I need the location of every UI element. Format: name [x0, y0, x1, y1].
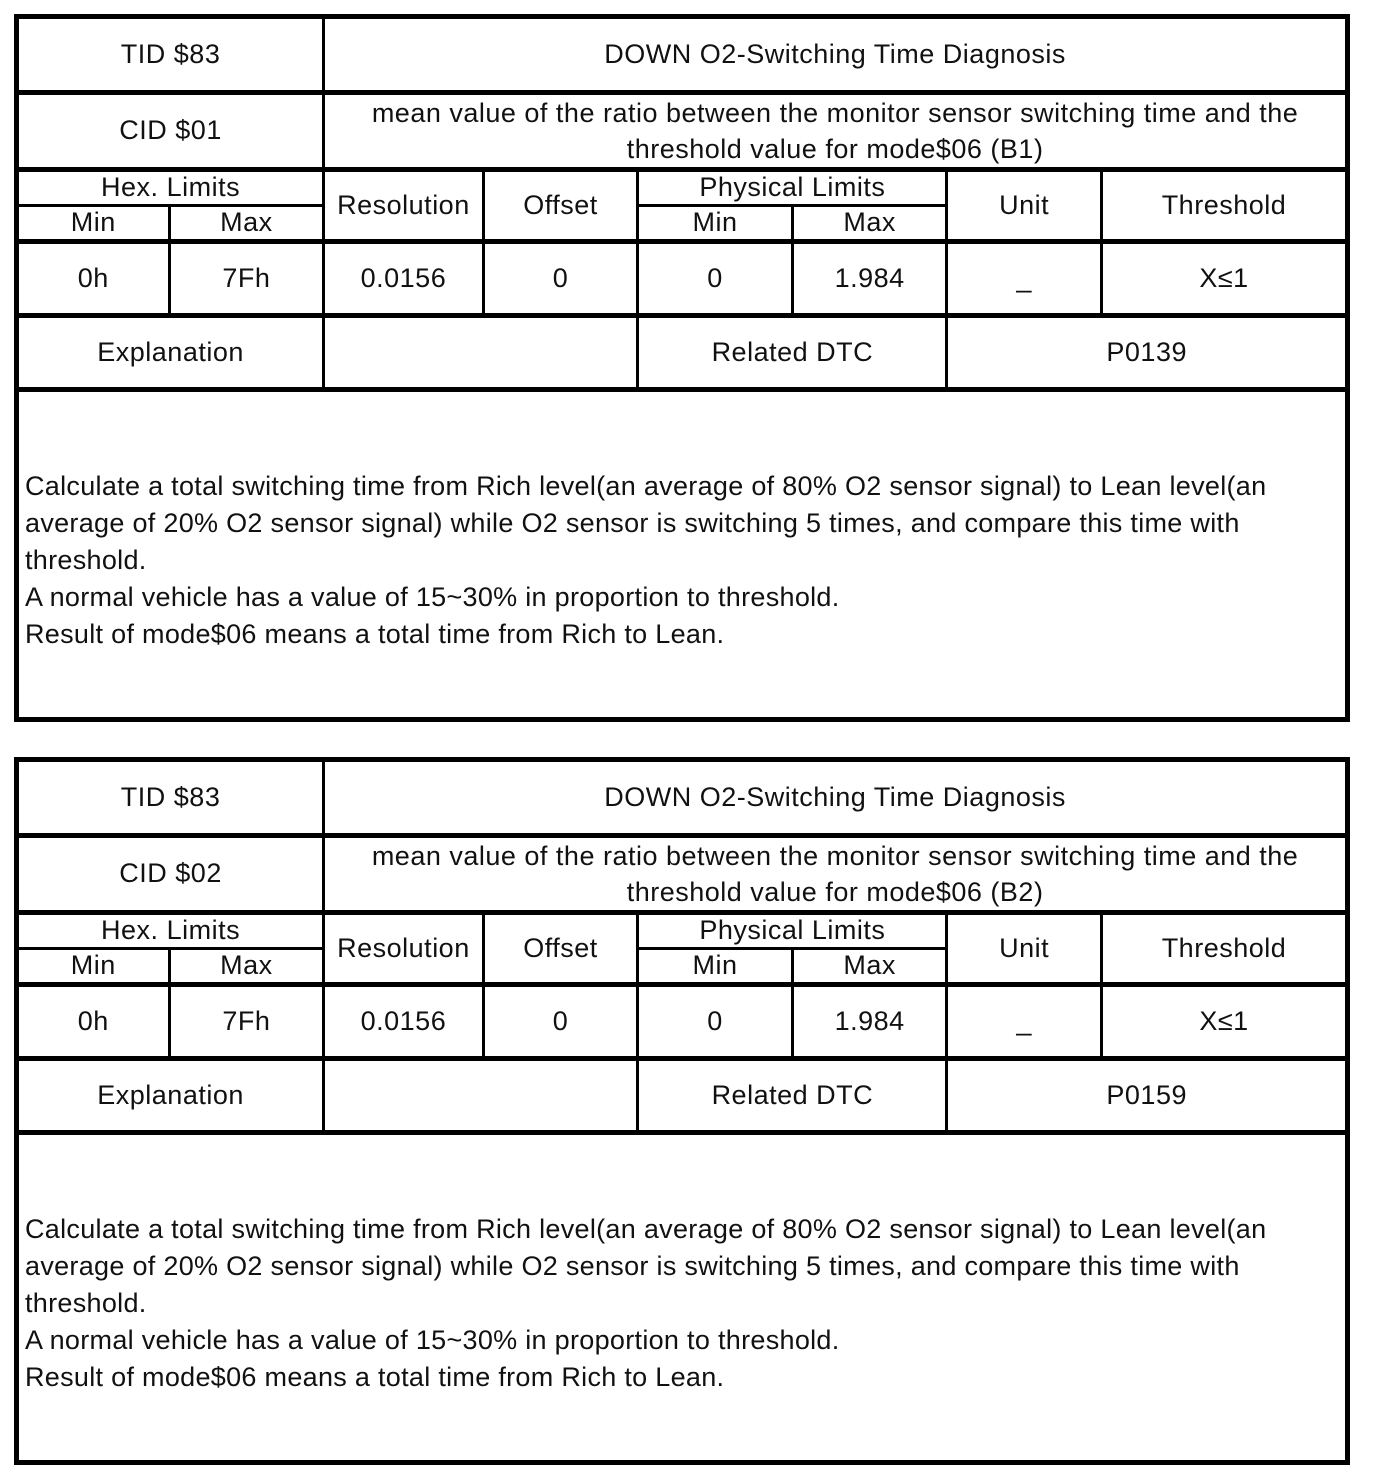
cid-label: CID $02 [17, 836, 324, 913]
phys-max-value: 1.984 [792, 985, 947, 1059]
explanation-line: A normal vehicle has a value of 15~30% in proportion to threshold. [25, 582, 840, 612]
explanation-line: Result of mode$06 means a total time from Rich to Lean. [25, 619, 725, 649]
hex-limits-header: Hex. Limits [17, 913, 324, 949]
hex-min-value: 0h [17, 242, 170, 316]
explanation-line: A normal vehicle has a value of 15~30% in proportion to threshold. [25, 1325, 840, 1355]
diagnosis-table [14, 757, 1350, 1465]
related-dtc-code: P0159 [947, 1059, 1348, 1133]
resolution-header: Resolution [324, 913, 484, 985]
phys-min-header: Min [638, 949, 793, 985]
tid-label: TID $83 [17, 760, 324, 836]
hex-max-header: Max [169, 949, 324, 985]
physical-limits-header: Physical Limits [638, 913, 947, 949]
unit-value: _ [947, 985, 1102, 1059]
explanation-text [17, 1133, 1348, 1463]
hex-min-header: Min [17, 206, 170, 242]
offset-header: Offset [483, 913, 638, 985]
explanation-label: Explanation [17, 1059, 324, 1133]
explanation-blank [324, 1059, 638, 1133]
threshold-value: X≤1 [1101, 985, 1347, 1059]
cid-description: mean value of the ratio between the monitor sensor switching time and the threshold value for mode$06 (B2) [324, 836, 1348, 913]
explanation-label: Explanation [17, 316, 324, 390]
offset-value: 0 [483, 985, 638, 1059]
hex-max-value: 7Fh [169, 242, 324, 316]
unit-header: Unit [947, 170, 1102, 242]
resolution-value: 0.0156 [324, 985, 484, 1059]
explanation-text [17, 390, 1348, 720]
unit-value: _ [947, 242, 1102, 316]
diagnosis-table [14, 14, 1350, 722]
unit-header: Unit [947, 913, 1102, 985]
explanation-line: Calculate a total switching time from Rich level(an average of 80% O2 sensor signal) to Lean level(an average of 20% O2 sensor signal) while O2 sensor is switching 5 times, and compare this time with threshold. [25, 471, 1267, 575]
hex-limits-header: Hex. Limits [17, 170, 324, 206]
cid-description: mean value of the ratio between the monitor sensor switching time and the threshold value for mode$06 (B1) [324, 93, 1348, 170]
tid-title: DOWN O2-Switching Time Diagnosis [324, 760, 1348, 836]
hex-max-value: 7Fh [169, 985, 324, 1059]
threshold-value: X≤1 [1101, 242, 1347, 316]
tid-label: TID $83 [17, 17, 324, 93]
physical-limits-header: Physical Limits [638, 170, 947, 206]
phys-max-value: 1.984 [792, 242, 947, 316]
threshold-header: Threshold [1101, 913, 1347, 985]
phys-min-value: 0 [638, 242, 793, 316]
related-dtc-label: Related DTC [638, 1059, 947, 1133]
offset-header: Offset [483, 170, 638, 242]
explanation-line: Result of mode$06 means a total time from Rich to Lean. [25, 1362, 725, 1392]
related-dtc-label: Related DTC [638, 316, 947, 390]
phys-min-value: 0 [638, 985, 793, 1059]
phys-max-header: Max [792, 949, 947, 985]
resolution-header: Resolution [324, 170, 484, 242]
threshold-header: Threshold [1101, 170, 1347, 242]
tid-title: DOWN O2-Switching Time Diagnosis [324, 17, 1348, 93]
resolution-value: 0.0156 [324, 242, 484, 316]
phys-max-header: Max [792, 206, 947, 242]
explanation-line: Calculate a total switching time from Rich level(an average of 80% O2 sensor signal) to Lean level(an average of 20% O2 sensor signal) while O2 sensor is switching 5 times, and compare this time with threshold. [25, 1214, 1267, 1318]
hex-max-header: Max [169, 206, 324, 242]
explanation-blank [324, 316, 638, 390]
hex-min-value: 0h [17, 985, 170, 1059]
phys-min-header: Min [638, 206, 793, 242]
hex-min-header: Min [17, 949, 170, 985]
cid-label: CID $01 [17, 93, 324, 170]
related-dtc-code: P0139 [947, 316, 1348, 390]
offset-value: 0 [483, 242, 638, 316]
